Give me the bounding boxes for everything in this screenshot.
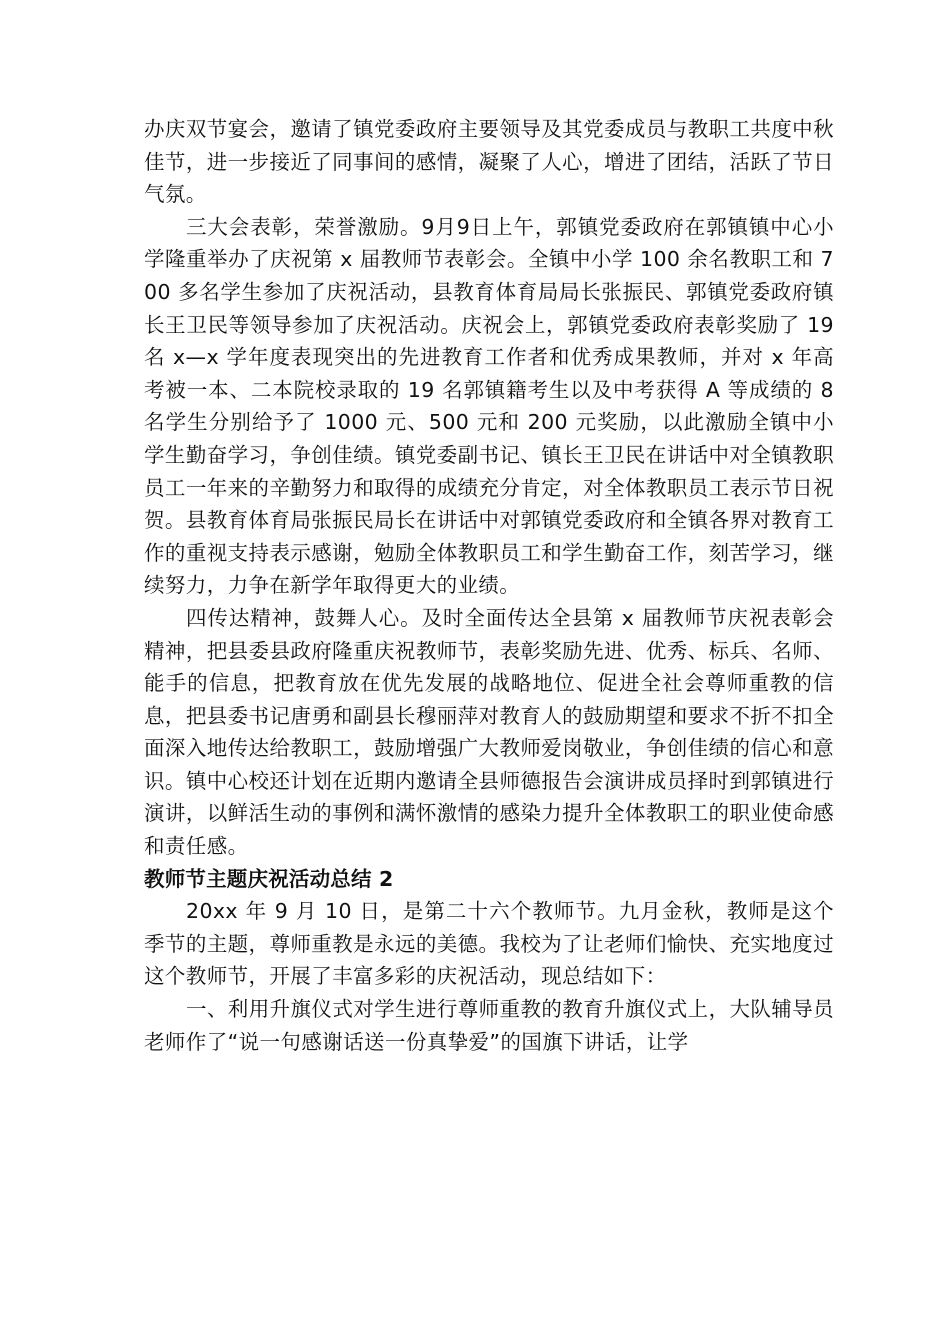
section-heading: 教师节主题庆祝活动总结 2 <box>144 866 394 891</box>
paragraph-spirit: 四传达精神，鼓舞人心。及时全面传达全县第 x 届教师节庆祝表彰会精神，把县委县政府隆重庆祝教师节，表彰奖励先进、优秀、标兵、名师、能手的信息，把教育放在优先发展的战略地位、促进全社会尊师重教的信息，把县委书记唐勇和副县长穆丽萍对教育人的鼓励期望和要求不折不扣全面深入地传达给教职工，鼓励增强广大教师爱岗敬业，争创佳绩的信心和意识。镇中心校还计划在近期内邀请全县师德报告会演讲成员择时到郭镇进行演讲，以鲜活生动的事例和满怀激情的感染力提升全体教职工的职业使命感和责任感。 <box>144 605 834 859</box>
paragraph-continuation: 办庆双节宴会，邀请了镇党委政府主要领导及其党委成员与教职工共度中秋佳节，进一步接近了同事间的感情，凝聚了人心，增进了团结，活跃了节日气氛。 <box>144 117 834 207</box>
paragraph-commendation: 三大会表彰，荣誉激励。9月9日上午，郭镇党委政府在郭镇镇中心小学隆重举办了庆祝第 x 届教师节表彰会。全镇中小学 100 余名教职工和 700 多名学生参加了庆祝活动，县教育体育局局长张振民、郭镇党委政府镇长王卫民等领导参加了庆祝活动。庆祝会上，郭镇党委政府表彰奖励了 19 名 x—x 学年度表现突出的先进教育工作者和优秀成果教师，并对 x 年高考被一本、二本院校录取的 19 名郭镇籍考生以及中考获得 A 等成绩的 8 名学生分别给予了 1000 元、500 元和 200 元奖励，以此激励全镇中小学生勤奋学习，争创佳绩。镇党委副书记、镇长王卫民在讲话中对全镇教职员工一年来的辛勤努力和取得的成绩充分肯定，对全体教职员工表示节日祝贺。县教育体育局张振民局长在讲话中对郭镇党委政府和全镇各界对教育工作的重视支持表示感谢，勉励全体教职员工和学生勤奋工作，刻苦学习，继续努力，力争在新学年取得更大的业绩。 <box>144 214 834 598</box>
paragraph-intro: 20xx 年 9 月 10 日，是第二十六个教师节。九月金秋，教师是这个季节的主题，尊师重教是永远的美德。我校为了让老师们愉快、充实地度过这个教师节，开展了丰富多彩的庆祝活动，现总结如下： <box>144 899 834 989</box>
document-page <box>144 113 834 1058</box>
paragraph-flag-ceremony: 一、利用升旗仪式对学生进行尊师重教的教育升旗仪式上，大队辅导员老师作了“说一句感谢话送一份真挚爱”的国旗下讲话，让学 <box>144 997 834 1054</box>
